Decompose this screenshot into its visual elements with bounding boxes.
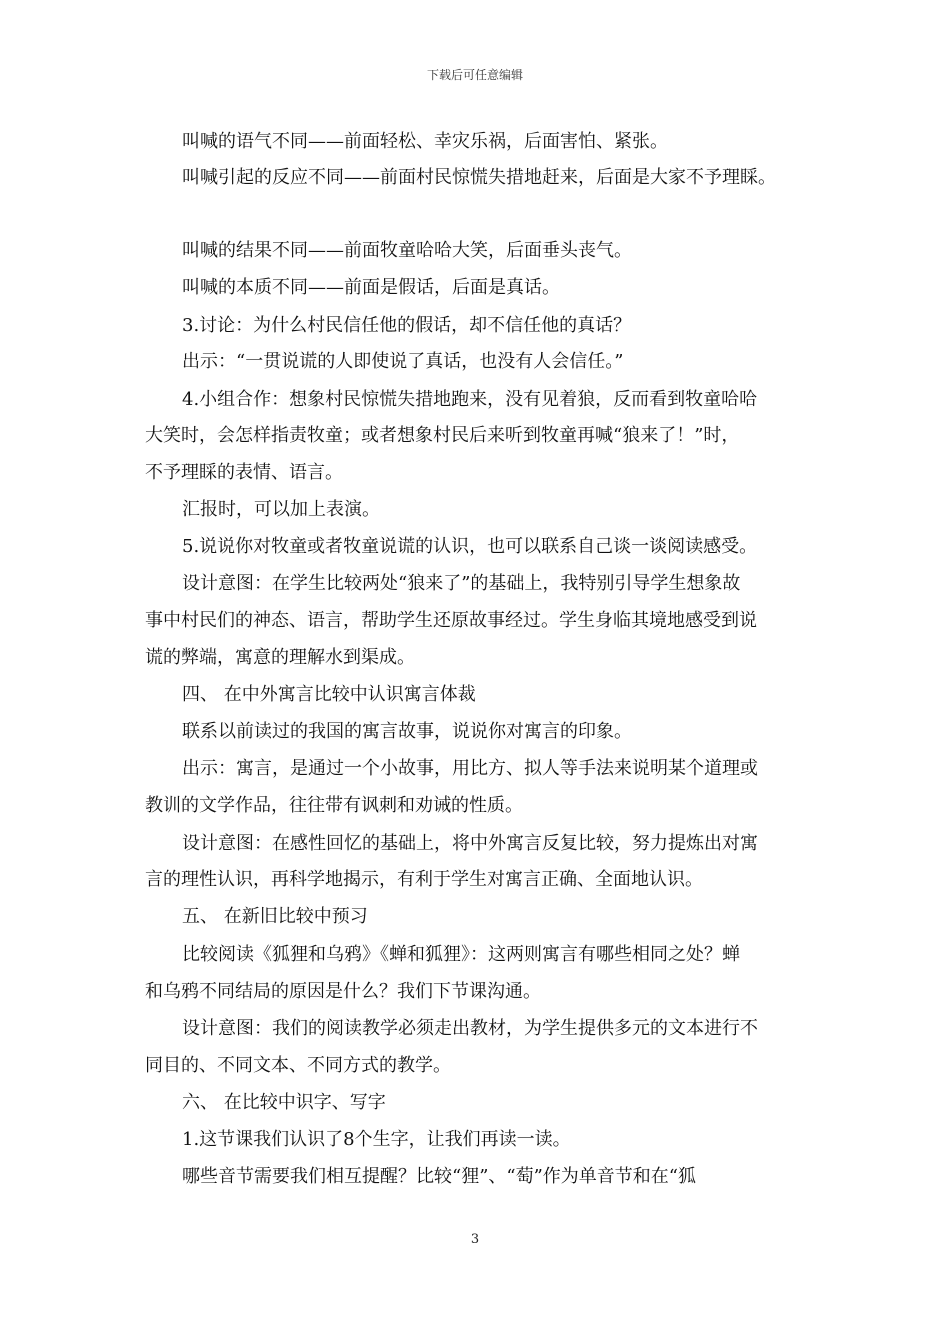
body-line: 5.说说你对牧童或者牧童说谎的认识，也可以联系自己谈一谈阅读感受。: [182, 536, 758, 557]
body-line: 出示：“一贯说谎的人即使说了真话，也没有人会信任。”: [182, 351, 624, 372]
body-line: 教训的文学作品，往往带有讽刺和劝诫的性质。: [145, 795, 523, 816]
body-line: 叫喊引起的反应不同——前面村民惊慌失措地赶来，后面是大家不予理睬。: [182, 167, 776, 188]
body-line: 设计意图：在学生比较两处“狼来了”的基础上，我特别引导学生想象故: [182, 573, 741, 594]
body-line: 比较阅读《狐狸和乌鸦》《蝉和狐狸》：这两则寓言有哪些相同之处？蝉: [182, 944, 740, 965]
body-line: 叫喊的结果不同——前面牧童哈哈大笑，后面垂头丧气。: [182, 240, 632, 261]
body-line: 言的理性认识，再科学地揭示，有利于学生对寓言正确、全面地认识。: [145, 869, 703, 890]
section-heading: 六、 在比较中识字、写字: [182, 1092, 386, 1113]
body-line: 出示：寓言，是通过一个小故事，用比方、拟人等手法来说明某个道理或: [182, 758, 758, 779]
body-line: 4.小组合作：想象村民惊慌失措地跑来，没有见着狼，反而看到牧童哈哈: [182, 389, 758, 410]
body-line: 1.这节课我们认识了8个生字，让我们再读一读。: [182, 1129, 571, 1150]
body-line: 3.讨论：为什么村民信任他的假话，却不信任他的真话？: [182, 315, 632, 336]
section-heading: 五、 在新旧比较中预习: [182, 906, 368, 927]
body-line: 大笑时，会怎样指责牧童；或者想象村民后来听到牧童再喊“狼来了！”时，: [145, 425, 740, 446]
body-line: 和乌鸦不同结局的原因是什么？我们下节课沟通。: [145, 981, 541, 1002]
body-line: 谎的弊端，寓意的理解水到渠成。: [145, 647, 415, 668]
body-line: 设计意图：在感性回忆的基础上，将中外寓言反复比较，努力提炼出对寓: [182, 833, 758, 854]
section-heading: 四、 在中外寓言比较中认识寓言体裁: [182, 684, 476, 705]
body-line: 设计意图：我们的阅读教学必须走出教材，为学生提供多元的文本进行不: [182, 1018, 758, 1039]
body-line: 汇报时，可以加上表演。: [182, 499, 380, 520]
body-line: 同目的、不同文本、不同方式的教学。: [145, 1055, 451, 1076]
body-line: 联系以前读过的我国的寓言故事，说说你对寓言的印象。: [182, 721, 632, 742]
body-line: 叫喊的语气不同——前面轻松、幸灾乐祸，后面害怕、紧张。: [182, 131, 668, 152]
body-line: 哪些音节需要我们相互提醒？比较“狸”、“萄”作为单音节和在“狐: [182, 1166, 697, 1187]
body-line: 事中村民们的神态、语言，帮助学生还原故事经过。学生身临其境地感受到说: [145, 610, 757, 631]
body-line: 叫喊的本质不同——前面是假话，后面是真话。: [182, 277, 560, 298]
page-number: 3: [470, 1232, 480, 1247]
body-line: 不予理睬的表情、语言。: [145, 462, 343, 483]
page-header: 下载后可任意编辑: [426, 68, 523, 82]
